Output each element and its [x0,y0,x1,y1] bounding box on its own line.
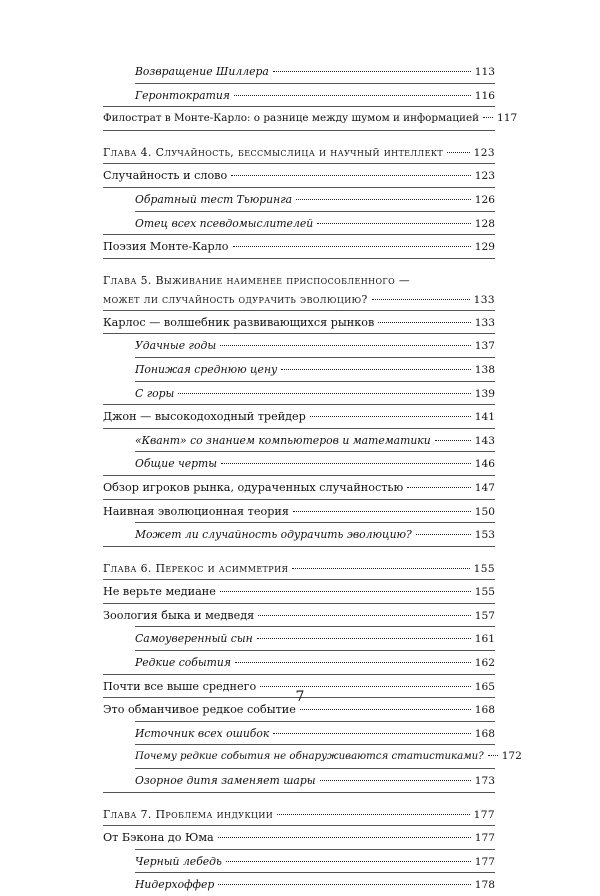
toc-entry-page: 139 [474,387,495,400]
toc-entry-title: Общие черты [135,457,218,471]
toc-entry-page: 147 [474,481,495,494]
toc-entry-title: Случайность и слово [103,169,228,183]
toc-entry-page: 168 [474,704,495,717]
leader-dots [416,534,471,535]
toc-entry-title-continued: может ли случайность одурачить эволюцию? [103,292,368,306]
leader-dots [407,487,471,488]
toc-chapter-heading [103,805,495,825]
divider [135,522,495,523]
toc-entry-page: 141 [474,411,495,424]
divider [103,674,495,675]
toc-entry-title: Это обманчивое редкое событие [103,703,296,717]
toc-entry-title: Джон — высокодоходный трейдер [103,410,306,424]
toc-entry-title: Наивная эволюционная теория [103,504,289,518]
toc-entry-title: Почему редкие события не обнаруживаются статистиками? [135,751,484,763]
toc-chapter-heading [103,559,495,579]
toc-entry [103,653,495,673]
toc-entry [103,454,495,474]
toc-entry [103,109,518,129]
toc-entry-page: 128 [474,217,495,230]
leader-dots [220,345,471,346]
divider [135,744,495,745]
toc-entry-page: 143 [474,434,495,447]
toc-entry-page: 116 [474,89,495,102]
toc-entry-page: 157 [474,609,495,622]
leader-dots [257,638,471,639]
toc-entry-title: Геронтократия [135,88,230,102]
toc-entry-title: Может ли случайность одурачить эволюцию? [135,528,412,542]
toc-entry-page: 177 [474,855,495,868]
toc-entry [103,237,495,257]
toc-entry-page: 177 [473,808,495,821]
toc-entry-title: Редкие события [135,656,231,670]
toc-entry [103,62,495,82]
toc-entry [103,313,495,333]
toc-entry-title: Зоология быка и медведя [103,608,255,622]
toc-entry-page: 168 [474,727,495,740]
toc-entry [103,407,495,427]
leader-dots [178,393,470,394]
divider [103,187,495,188]
leader-dots [300,709,471,710]
toc-entry-page: 117 [497,112,518,125]
toc-entry [103,852,495,872]
divider [135,768,495,769]
leader-dots [435,440,471,441]
toc-entry-page: 172 [501,750,522,763]
toc-entry-title: Глава 4. Случайность, бессмыслица и научный интеллект [103,145,444,159]
leader-dots [218,837,471,838]
toc-entry-title: Удачные годы [135,339,217,353]
toc-entry [103,166,495,186]
toc-entry-title: Филострат в Монте-Карло: о разнице между шумом и информацией [103,112,480,125]
toc-entry-page: 138 [474,363,495,376]
toc-entry [103,582,495,602]
divider [103,546,495,547]
divider [135,872,495,873]
toc-entry-page: 162 [474,657,495,670]
divider [135,83,495,84]
toc-entry-page: 126 [474,193,495,206]
divider [103,579,495,580]
divider [103,499,495,500]
toc-entry-title: Не верьте медиане [103,585,216,599]
toc-entry [103,86,495,106]
toc-entry [103,724,495,744]
toc-entry-page: 177 [474,832,495,845]
leader-dots [292,568,469,569]
toc-entry [103,431,495,451]
toc-entry-page: 123 [474,170,495,183]
toc-entry [103,384,495,404]
toc-chapter-heading [103,271,495,309]
toc-entry-title: Карлос — волшебник развивающихся рынков [103,315,375,329]
divider [103,258,495,259]
divider [103,234,495,235]
divider [135,626,495,627]
toc-entry [103,214,495,234]
divider [103,825,495,826]
toc-entry [103,478,495,498]
divider [135,849,495,850]
toc-entry [103,606,495,626]
toc-entry-page: 137 [474,340,495,353]
divider [103,475,495,476]
toc-entry-page: 129 [474,241,495,254]
leader-dots [372,299,470,300]
leader-dots [277,814,469,815]
divider [135,211,495,212]
toc-entry-title: Глава 5. Выживание наименее приспособленного — [103,273,411,287]
divider [103,792,495,793]
toc-entry-title: «Квант» со знанием компьютеров и математики [135,433,431,447]
toc-entry-title: Самоуверенный сын [135,632,253,646]
divider [103,603,495,604]
toc-entry [103,875,495,895]
toc-entry [103,502,495,522]
toc-entry-title: Черный лебедь [135,854,222,868]
toc-entry-title: Глава 6. Перекос и асимметрия [103,561,289,575]
leader-dots [317,223,471,224]
toc-entry-page: 155 [474,586,495,599]
toc-chapter-heading [103,143,495,163]
toc-entry-page: 165 [474,680,495,693]
toc-entry-title: Обратный тест Тьюринга [135,192,293,206]
leader-dots [320,780,471,781]
divider [103,428,495,429]
toc-entry [103,629,495,649]
leader-dots [235,662,471,663]
leader-dots [226,861,471,862]
toc-entry-page: 178 [474,879,495,892]
toc-entry [103,771,495,791]
divider [135,650,495,651]
toc-entry-page: 123 [473,146,495,159]
toc-entry [103,747,522,767]
toc-entry-page: 150 [474,505,495,518]
toc-entry-title: Глава 7. Проблема индукции [103,807,274,821]
leader-dots [258,615,471,616]
toc-entry [103,336,495,356]
toc-entry-page: 161 [474,633,495,646]
leader-dots [273,733,470,734]
leader-dots [273,71,471,72]
toc-entry-title: Отец всех псевдомыслителей [135,216,314,230]
divider [135,357,495,358]
leader-dots [221,463,471,464]
leader-dots [233,246,471,247]
divider [103,404,495,405]
toc-entry [103,525,495,545]
toc-entry [103,360,495,380]
toc-entry-title: Понижая среднюю цену [135,362,278,376]
divider [135,721,495,722]
leader-dots [483,117,493,118]
toc-entry-page: 146 [474,458,495,471]
toc-entry-title: Обзор игроков рынка, одураченных случайностью [103,480,404,494]
divider [103,333,495,334]
leader-dots [293,511,471,512]
leader-dots [447,152,469,153]
divider [135,451,495,452]
toc-entry-title: Почти все выше среднего [103,679,257,693]
divider [103,106,495,107]
leader-dots [231,175,471,176]
leader-dots [488,755,498,756]
toc-entry-title: Озорное дитя заменяет шары [135,774,316,788]
leader-dots [296,199,471,200]
toc-entry-page: 153 [474,529,495,542]
leader-dots [378,322,471,323]
toc-entry [103,190,495,210]
toc-entry-page: 113 [474,66,495,78]
toc-entry [103,828,495,848]
divider [103,163,495,164]
toc-entry-title: От Бэкона до Юма [103,831,214,845]
leader-dots [234,95,471,96]
divider [103,130,495,131]
toc-entry-title: Нидерхоффер [135,878,215,892]
leader-dots [260,686,471,687]
toc-entry-page: 133 [474,316,495,329]
page-number: 7 [295,689,305,705]
toc-entry-page: 173 [474,775,495,788]
leader-dots [310,416,471,417]
leader-dots [220,591,471,592]
divider [103,310,495,311]
toc-entry-title: Возвращение Шиллера [135,65,269,78]
toc-entry-page: 133 [473,293,495,306]
leader-dots [281,369,470,370]
toc-entry-title: Источник всех ошибок [135,726,270,740]
table-of-contents [103,62,522,895]
toc-entry-title: С горы [135,386,175,400]
toc-entry-page: 155 [473,562,495,575]
divider [135,381,495,382]
toc-entry-title: Поэзия Монте-Карло [103,240,229,254]
leader-dots [218,884,470,885]
